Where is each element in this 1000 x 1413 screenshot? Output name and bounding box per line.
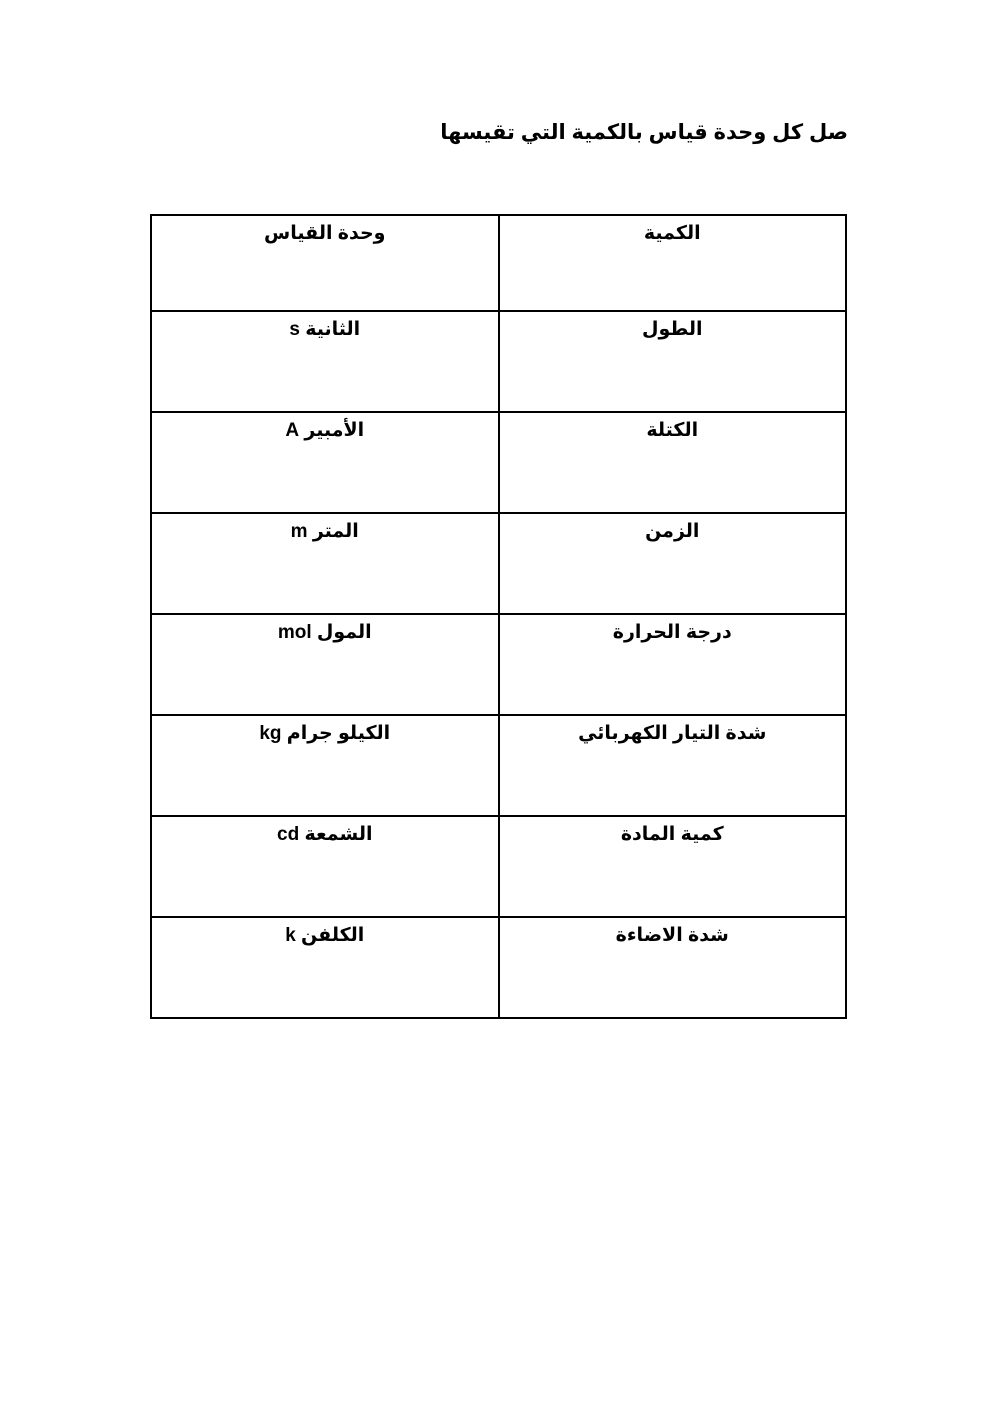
unit-cell: الكلفن k [151,917,499,1018]
unit-cell: الأمبير A [151,412,499,513]
matching-table [150,214,847,1019]
table-row [151,715,846,816]
table-row [151,412,846,513]
quantity-cell: الطول [499,311,847,412]
table-header-row [151,215,846,311]
table-row [151,917,846,1018]
header-unit: وحدة القياس [151,215,499,311]
table-row [151,816,846,917]
unit-cell: الثانية s [151,311,499,412]
worksheet-instruction: صل كل وحدة قياس بالكمية التي تقيسها [440,121,848,144]
table-row [151,614,846,715]
unit-cell: المتر m [151,513,499,614]
table-row [151,311,846,412]
unit-cell: الكيلو جرام kg [151,715,499,816]
table-row [151,513,846,614]
quantity-cell: شدة التيار الكهربائي [499,715,847,816]
header-quantity: الكمية [499,215,847,311]
unit-cell: الشمعة cd [151,816,499,917]
quantity-cell: درجة الحرارة [499,614,847,715]
quantity-cell: الزمن [499,513,847,614]
quantity-cell: شدة الاضاءة [499,917,847,1018]
quantity-cell: كمية المادة [499,816,847,917]
unit-cell: المول mol [151,614,499,715]
quantity-cell: الكتلة [499,412,847,513]
